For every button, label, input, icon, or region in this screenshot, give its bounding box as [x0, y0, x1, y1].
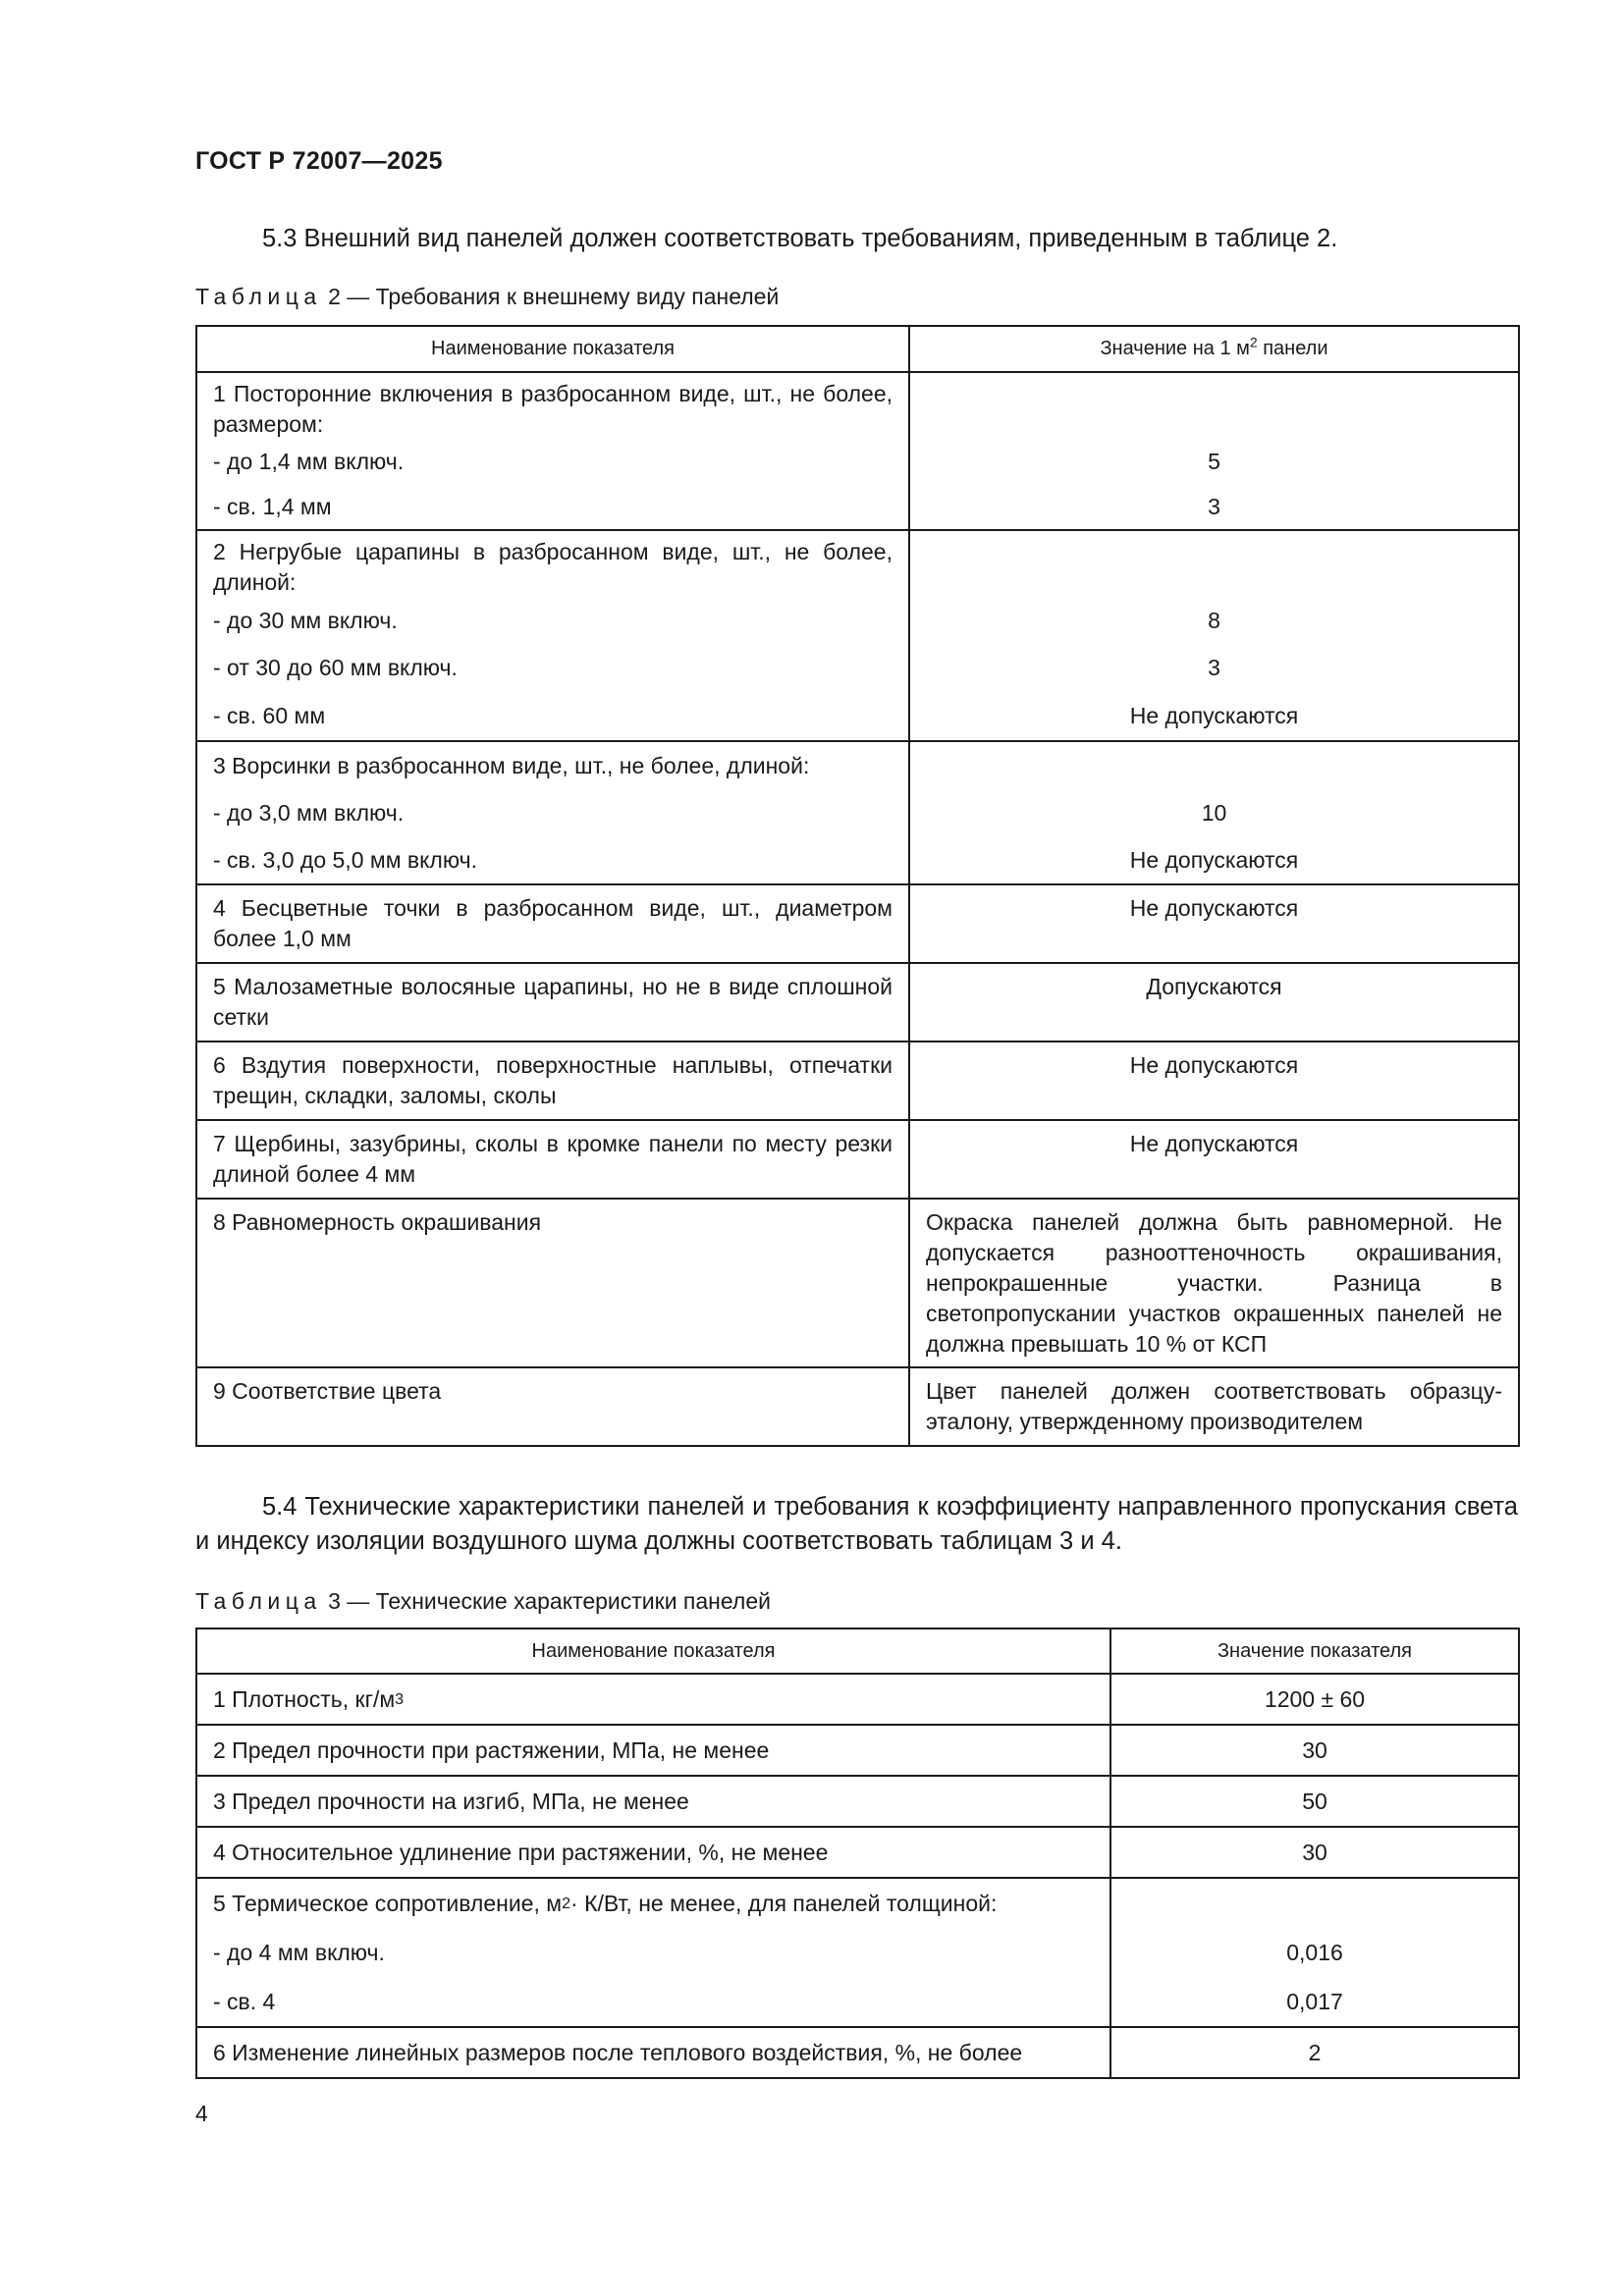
row1-sub1-value: 5: [1208, 449, 1220, 474]
row4-title: 4 Бесцветные точки в разбросанном виде, шт., диаметром более 1,0 мм: [213, 895, 893, 951]
table-row: [196, 884, 1519, 963]
section-5-4: 5.4 Технические характеристики панелей и требования к коэффициенту направленного пропускания света и индексу изоляции воздушного шума должны соответствовать таблицам 3 и 4.: [195, 1493, 1518, 1555]
row4-value: Не допускаются: [1129, 895, 1299, 921]
t3-row1-value: 1200 ± 60: [1264, 1686, 1366, 1712]
table2-caption: [195, 284, 779, 310]
row2-sub1-value: 8: [1208, 608, 1220, 633]
t3-row5-sub2-value: 0,017: [1286, 1989, 1343, 2014]
row3-sub1-value: 10: [1201, 800, 1227, 826]
row5-value: Допускаются: [1146, 974, 1282, 999]
table2-caption-text: 2 — Требования к внешнему виду панелей: [328, 284, 780, 309]
table2-header-name: Наименование показателя: [196, 326, 909, 372]
row2-sub3-value: Не допускаются: [1129, 703, 1299, 728]
row7-title: 7 Щербины, зазубрины, сколы в кромке панели по месту резки длиной более 4 мм: [213, 1131, 893, 1187]
table2-caption-word: Таблица: [195, 284, 322, 309]
table3-caption-text: 3 — Технические характеристики панелей: [328, 1588, 771, 1614]
page-number: 4: [195, 2101, 208, 2126]
t3-row1-label: 1 Плотность, кг/м 3: [213, 1686, 405, 1712]
table3-header-name: Наименование показателя: [196, 1629, 1110, 1674]
table3-caption-word: Таблица: [195, 1588, 322, 1614]
table-row: [196, 1878, 1519, 2027]
row3-sub1-label: - до 3,0 мм включ.: [213, 800, 405, 826]
table-row: [196, 1725, 1519, 1776]
t3-row5-label: 5 Термическое сопротивление, м 2 · К/Вт, не менее, для панелей толщиной:: [213, 1891, 998, 1916]
t3-row6-label: 6 Изменение линейных размеров после теплового воздействия, %, не более: [213, 2040, 1023, 2065]
section-5-3: 5.3 Внешний вид панелей должен соответствовать требованиям, приведенным в таблице 2.: [262, 225, 1338, 252]
appearance-requirements-table: [195, 325, 1520, 1447]
t3-row5-sub1-value: 0,016: [1286, 1940, 1343, 1965]
row7-value: Не допускаются: [1129, 1131, 1299, 1156]
t3-row4-value: 30: [1302, 1840, 1327, 1865]
row1-sub2-value: 3: [1208, 494, 1220, 519]
t3-row3-label: 3 Предел прочности на изгиб, МПа, не менее: [213, 1789, 689, 1814]
row2-sub2-label: - от 30 до 60 мм включ.: [213, 655, 458, 680]
row8-title: 8 Равномерность окрашивания: [213, 1209, 542, 1235]
document-code: ГОСТ Р 72007—2025: [195, 147, 443, 175]
table-row: [196, 530, 1519, 741]
row2-sub2-value: 3: [1208, 655, 1220, 680]
row1-sub2-label: - св. 1,4 мм: [213, 494, 332, 519]
table-row: [196, 1199, 1519, 1367]
row2-sub1-label: - до 30 мм включ.: [213, 608, 398, 633]
technical-characteristics-table: [195, 1628, 1520, 2079]
t3-row3-value: 50: [1302, 1789, 1327, 1814]
table3-caption: [195, 1588, 771, 1615]
table-row: [196, 963, 1519, 1041]
table2-header-value: Значение на 1 $м^2$ панели: [909, 326, 1519, 372]
table-row: [196, 1041, 1519, 1120]
table3-header-value: Значение показателя: [1110, 1629, 1519, 1674]
table-row: [196, 372, 1519, 530]
t3-row5-sub2-label: - св. 4: [213, 1989, 276, 2014]
t3-row4-label: 4 Относительное удлинение при растяжении, %, не менее: [213, 1840, 829, 1865]
row9-value: Цвет панелей должен соответствовать образцу-эталону, утвержденному производителем: [926, 1378, 1502, 1434]
row3-sub2-value: Не допускаются: [1129, 847, 1299, 873]
row5-title: 5 Малозаметные волосяные царапины, но не в виде сплошной сетки: [213, 974, 893, 1030]
row9-title: 9 Соответствие цвета: [213, 1378, 442, 1404]
row6-title: 6 Вздутия поверхности, поверхностные наплывы, отпечатки трещин, складки, заломы, сколы: [213, 1052, 893, 1108]
table-row: [196, 1827, 1519, 1878]
table-row: [196, 1120, 1519, 1199]
t3-row2-label: 2 Предел прочности при растяжении, МПа, не менее: [213, 1737, 770, 1763]
table-row: [196, 1674, 1519, 1725]
row1-title: 1 Посторонние включения в разбросанном виде, шт., не более, размером:: [213, 381, 893, 437]
row3-sub2-label: - св. 3,0 до 5,0 мм включ.: [213, 847, 477, 873]
table-row: [196, 2027, 1519, 2078]
row2-sub3-label: - св. 60 мм: [213, 703, 326, 728]
t3-row5-sub1-label: - до 4 мм включ.: [213, 1940, 385, 1965]
table-row: [196, 1776, 1519, 1827]
row2-title: 2 Негрубые царапины в разбросанном виде, шт., не более, длиной:: [213, 539, 893, 595]
t3-row6-value: 2: [1308, 2040, 1322, 2065]
table-row: [196, 741, 1519, 884]
table-row: [196, 1367, 1519, 1446]
row3-title: 3 Ворсинки в разбросанном виде, шт., не более, длиной:: [213, 753, 810, 778]
t3-row2-value: 30: [1302, 1737, 1327, 1763]
row8-value: Окраска панелей должна быть равномерной. Не допускается разнооттеночность окрашивания, непрокрашенные участки. Разница в светопропускании участков окрашенных панелей не должна превышать 10 % от КСП: [926, 1209, 1502, 1357]
row1-sub1-label: - до 1,4 мм включ.: [213, 449, 405, 474]
row6-value: Не допускаются: [1129, 1052, 1299, 1078]
